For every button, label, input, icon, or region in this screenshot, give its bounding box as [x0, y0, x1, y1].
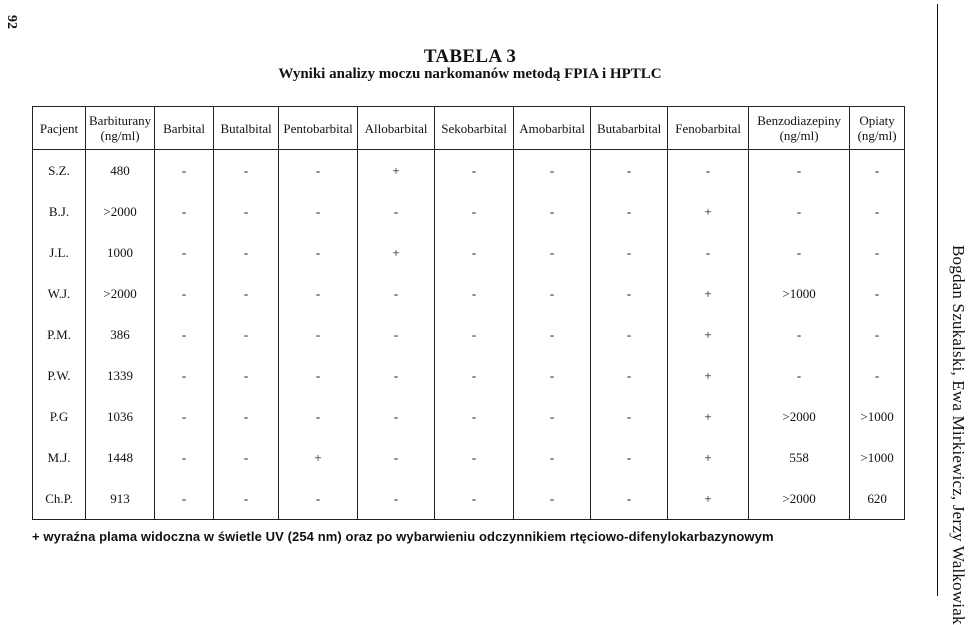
table-cell: -: [155, 478, 214, 520]
table-cell: -: [279, 191, 358, 232]
patient-cell: W.J.: [33, 273, 86, 314]
table-cell: -: [435, 273, 514, 314]
table-cell: 1339: [86, 355, 155, 396]
table-cell: -: [214, 314, 279, 355]
table-cell: -: [591, 191, 668, 232]
table-cell: -: [591, 314, 668, 355]
table-cell: -: [514, 396, 591, 437]
table-cell: -: [435, 191, 514, 232]
table-cell: -: [850, 355, 905, 396]
table-cell: -: [591, 150, 668, 192]
footnote: + wyraźna plama widoczna w świetle UV (254 nm) oraz po wybarwieniu odczynnikiem rtęciowo-difenylokarbazynowym: [32, 529, 774, 544]
table-cell: -: [514, 150, 591, 192]
table-row: [33, 355, 905, 396]
table-cell: -: [850, 273, 905, 314]
table-cell: -: [214, 437, 279, 478]
table-cell: -: [749, 314, 850, 355]
header-cell-benzodiazepines: Benzodiazepiny (ng/ml): [749, 107, 850, 150]
header-cell-barbiturates: Barbiturany (ng/ml): [86, 107, 155, 150]
table-cell: -: [850, 232, 905, 273]
table-cell: -: [155, 396, 214, 437]
table-cell: -: [279, 232, 358, 273]
table-cell: 1448: [86, 437, 155, 478]
table-cell: -: [214, 150, 279, 192]
table-header: [33, 107, 905, 150]
header-cell-butalbital: Butalbital: [214, 107, 279, 150]
page-number: 92: [4, 15, 19, 29]
table-cell: >1000: [850, 396, 905, 437]
table-cell: -: [279, 355, 358, 396]
table-title: TABELA 3: [423, 46, 517, 67]
table-cell: -: [591, 355, 668, 396]
table-cell: +: [668, 396, 749, 437]
table-cell: -: [155, 150, 214, 192]
table-cell: -: [668, 150, 749, 192]
table-cell: -: [214, 273, 279, 314]
table-cell: -: [214, 232, 279, 273]
table-row: [33, 191, 905, 232]
table-cell: -: [155, 273, 214, 314]
table-cell: >1000: [749, 273, 850, 314]
table-cell: -: [850, 314, 905, 355]
table-cell: -: [358, 478, 435, 520]
table-cell: +: [358, 232, 435, 273]
table-cell: -: [279, 314, 358, 355]
table-cell: 1036: [86, 396, 155, 437]
table-cell: -: [514, 191, 591, 232]
table-cell: >2000: [749, 478, 850, 520]
table-cell: -: [514, 437, 591, 478]
table-cell: -: [514, 478, 591, 520]
table-cell: 620: [850, 478, 905, 520]
header-cell-allobarbital: Allobarbital: [358, 107, 435, 150]
header-cell-fenobarbital: Fenobarbital: [668, 107, 749, 150]
table-row: [33, 314, 905, 355]
header-cell-pentobarbital: Pentobarbital: [279, 107, 358, 150]
patient-cell: J.L.: [33, 232, 86, 273]
patient-cell: M.J.: [33, 437, 86, 478]
table-cell: +: [668, 273, 749, 314]
table-cell: -: [155, 437, 214, 478]
table-cell: -: [435, 478, 514, 520]
table-row: [33, 478, 905, 520]
results-table: [32, 106, 905, 520]
table-row: [33, 273, 905, 314]
table-cell: -: [155, 232, 214, 273]
table-cell: -: [279, 396, 358, 437]
table-cell: -: [514, 314, 591, 355]
table-cell: -: [749, 191, 850, 232]
patient-cell: P.G: [33, 396, 86, 437]
table-cell: -: [214, 191, 279, 232]
table-cell: -: [591, 232, 668, 273]
table-cell: >2000: [86, 273, 155, 314]
table-cell: -: [591, 437, 668, 478]
table-cell: -: [668, 232, 749, 273]
header-row: [33, 107, 905, 150]
table-cell: -: [155, 191, 214, 232]
table-cell: -: [435, 437, 514, 478]
patient-cell: P.W.: [33, 355, 86, 396]
table-cell: -: [214, 478, 279, 520]
table-cell: 1000: [86, 232, 155, 273]
header-cell-butabarbital: Butabarbital: [591, 107, 668, 150]
table-row: [33, 437, 905, 478]
table-cell: -: [591, 478, 668, 520]
table-row: [33, 396, 905, 437]
table-cell: >2000: [86, 191, 155, 232]
table-cell: +: [668, 478, 749, 520]
table-cell: -: [435, 355, 514, 396]
table-cell: -: [155, 314, 214, 355]
table-cell: -: [514, 355, 591, 396]
table-cell: -: [358, 396, 435, 437]
table-cell: +: [279, 437, 358, 478]
patient-cell: P.M.: [33, 314, 86, 355]
table-cell: -: [435, 232, 514, 273]
table-cell: -: [358, 437, 435, 478]
table-cell: -: [514, 232, 591, 273]
running-head: Bogdan Szukalski, Ewa Mirkiewicz, Jerzy Walkowiak: [949, 245, 968, 625]
table-cell: >1000: [850, 437, 905, 478]
patient-cell: S.Z.: [33, 150, 86, 192]
table-cell: +: [358, 150, 435, 192]
table-cell: 913: [86, 478, 155, 520]
table-cell: -: [358, 191, 435, 232]
table-cell: -: [214, 396, 279, 437]
margin-rule: [937, 4, 938, 596]
table-cell: +: [668, 355, 749, 396]
table-cell: -: [279, 478, 358, 520]
table-cell: -: [749, 355, 850, 396]
table-cell: -: [435, 396, 514, 437]
table-cell: +: [668, 437, 749, 478]
table-cell: -: [358, 314, 435, 355]
table-cell: -: [358, 355, 435, 396]
table-cell: -: [435, 314, 514, 355]
table-cell: -: [358, 273, 435, 314]
table-cell: +: [668, 191, 749, 232]
table-cell: -: [850, 150, 905, 192]
table-subtitle: Wyniki analizy moczu narkomanów metodą FPIA i HPTLC: [278, 66, 662, 82]
header-cell-sekobarbital: Sekobarbital: [435, 107, 514, 150]
table-cell: -: [749, 232, 850, 273]
table-cell: +: [668, 314, 749, 355]
header-cell-barbital: Barbital: [155, 107, 214, 150]
table-cell: -: [850, 191, 905, 232]
table-cell: -: [279, 273, 358, 314]
patient-cell: B.J.: [33, 191, 86, 232]
table-cell: >2000: [749, 396, 850, 437]
table-cell: -: [514, 273, 591, 314]
table-cell: -: [749, 150, 850, 192]
table-row: [33, 232, 905, 273]
table-cell: 386: [86, 314, 155, 355]
table-cell: -: [214, 355, 279, 396]
table-cell: -: [591, 396, 668, 437]
table-cell: 558: [749, 437, 850, 478]
table-row: [33, 150, 905, 192]
table-body: [33, 150, 905, 520]
table-cell: -: [591, 273, 668, 314]
table-cell: 480: [86, 150, 155, 192]
header-cell-patient: Pacjent: [33, 107, 86, 150]
table-cell: -: [435, 150, 514, 192]
patient-cell: Ch.P.: [33, 478, 86, 520]
table-cell: -: [155, 355, 214, 396]
header-cell-amobarbital: Amobarbital: [514, 107, 591, 150]
header-cell-opiates: Opiaty (ng/ml): [850, 107, 905, 150]
table-cell: -: [279, 150, 358, 192]
